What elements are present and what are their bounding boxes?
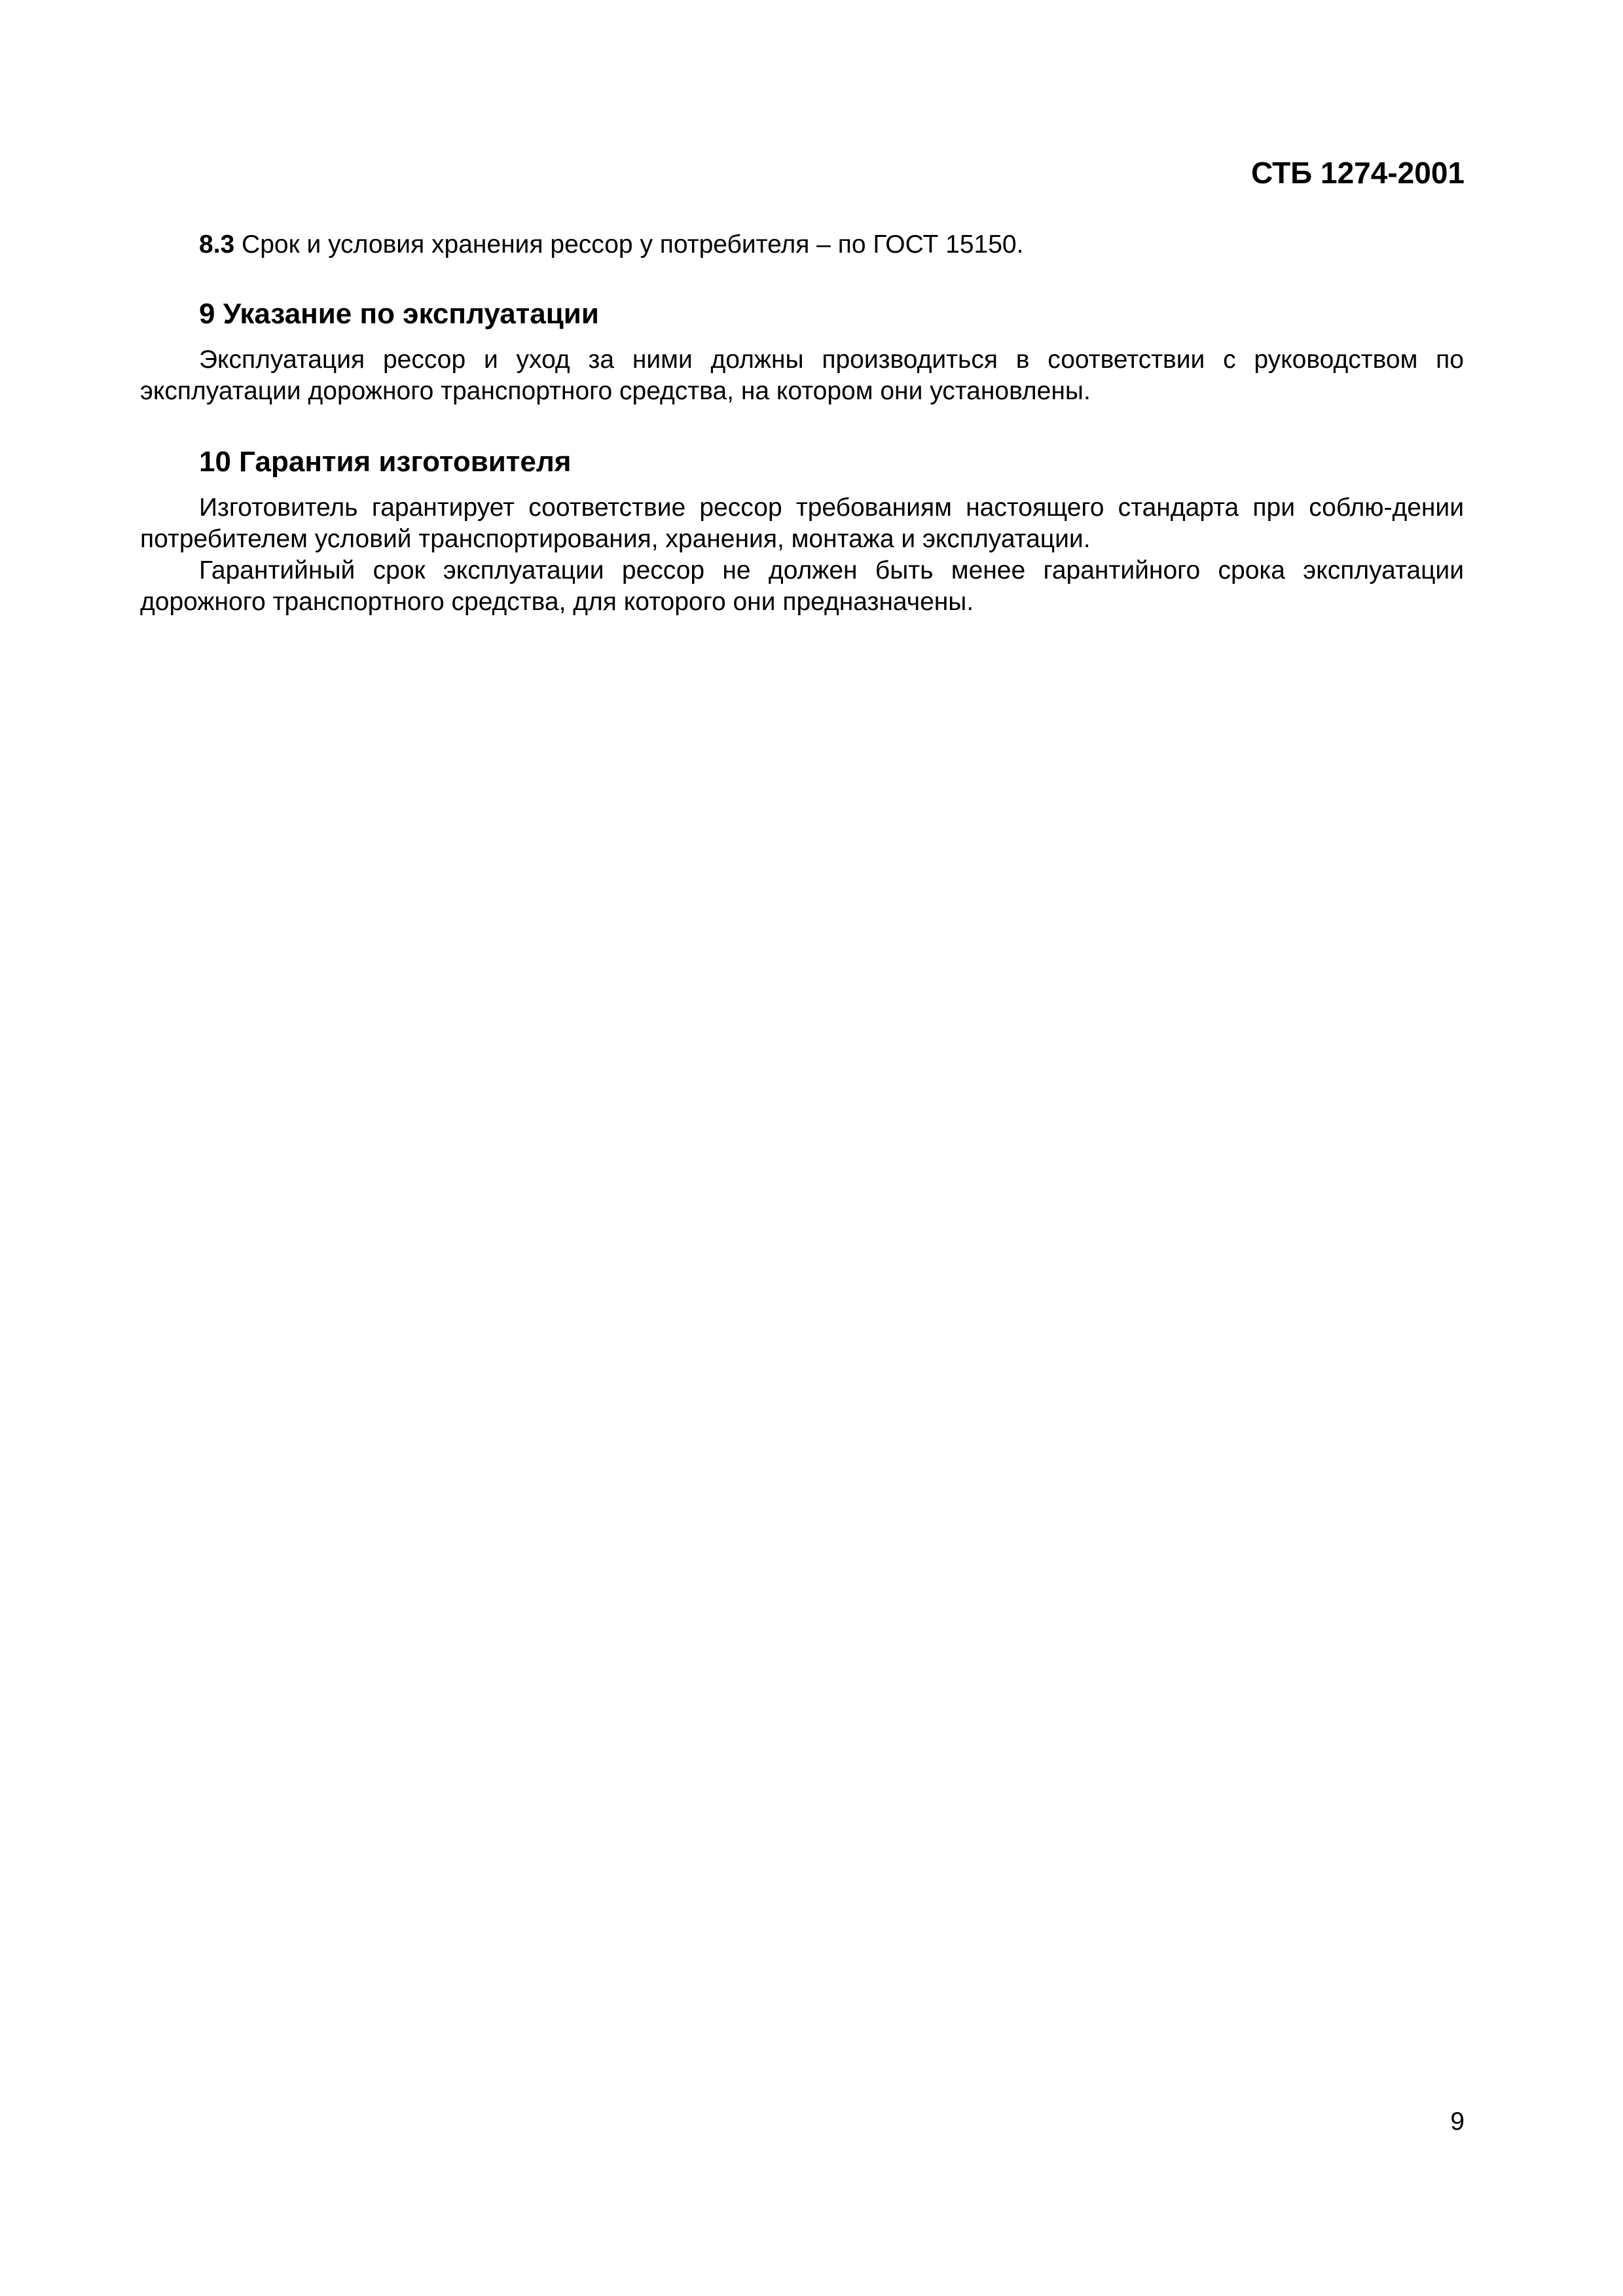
section-9-paragraph: Эксплуатация рессор и уход за ними должны производиться в соответствии с руководством по эксплуатации дорожного транспортного средства, на котором они установлены.: [140, 346, 1464, 405]
page-content: [140, 229, 1464, 618]
section-9-heading: 9 Указание по эксплуатации: [199, 298, 599, 330]
section-10-paragraph-1: Изготовитель гарантирует соответствие рессор требованиям настоящего стандарта при соблю-дении потребителем условий транспортирования, хранения, монтажа и эксплуатации.: [140, 493, 1464, 553]
document-code: СТБ 1274-2001: [1251, 156, 1465, 190]
section-10-paragraph-2: Гарантийный срок эксплуатации рессор не должен быть менее гарантийного срока эксплуатации дорожного транспортного средства, для которого они предназначены.: [140, 556, 1464, 616]
page-number: 9: [1450, 2108, 1465, 2136]
clause-8-3: [140, 229, 1464, 260]
clause-number: 8.3: [199, 230, 235, 259]
section-10-heading: 10 Гарантия изготовителя: [199, 446, 572, 478]
clause-text: Срок и условия хранения рессор у потребителя – по ГОСТ 15150.: [234, 230, 1024, 259]
